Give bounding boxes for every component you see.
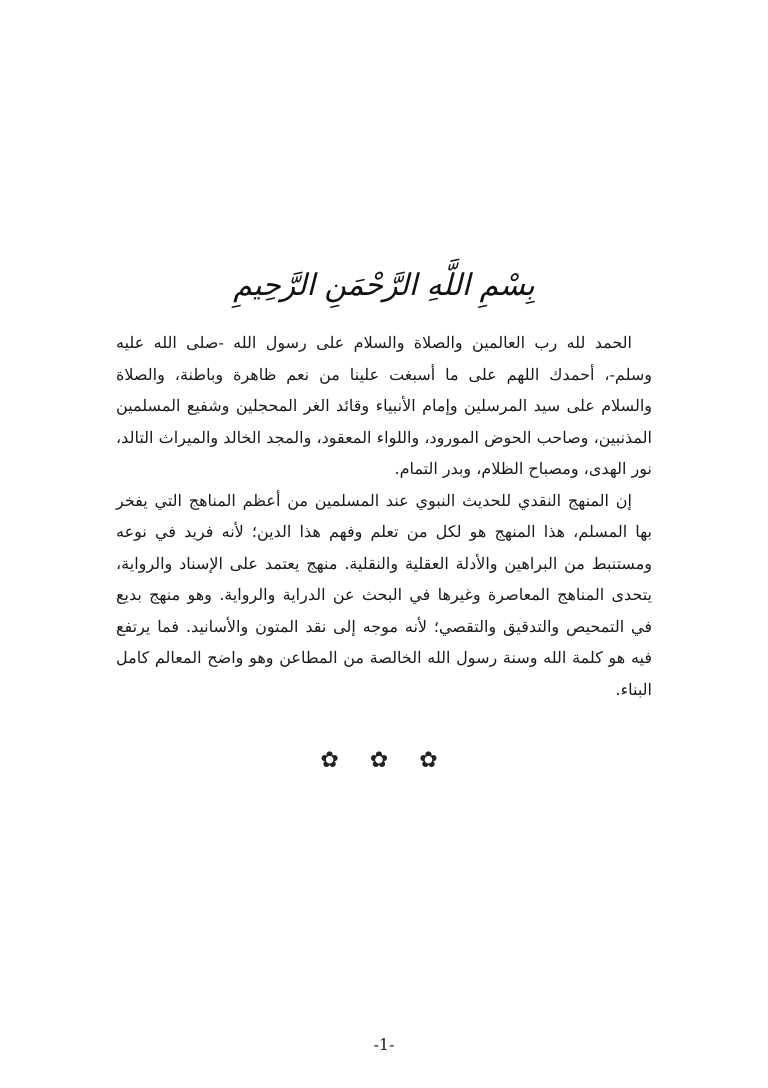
- flower-ornament-icon: ✿: [419, 748, 448, 773]
- paragraph-opening-praise: الحمد لله رب العالمين والصلاة والسلام على رسول الله -صلى الله عليه وسلم-، أحمدك اللهم على ما أسبغت علينا من نعم ظاهرة وباطنة، والصلاة والسلام على سيد المرسلين وإمام الأنبياء وقائد الغر المحجلين وشفيع المسلمين المذنبين، وصاحب الحوض المورود، واللواء المعقود، والمجد الخالد والميراث التالد، نور الهدى، ومصباح الظلام، وبدر التمام.: [116, 333, 652, 478]
- paragraph-hadith-methodology: إن المنهج النقدي للحديث النبوي عند المسلمين من أعظم المناهج التي يفخر بها المسلم، هذا المنهج هو لكل من تعلم وفهم هذا الدين؛ لأنه فريد في نوعه ومستنبط من البراهين والأدلة العقلية والنقلية. منهج يعتمد على الإسناد والرواية، يتحدى المناهج المعاصرة وغيرها في البحث عن الدراية والرواية. وهو منهج بديع في التمحيص والتدقيق والتقصي؛ لأنه موجه إلى نقد المتون والأسانيد. فما يرتفع فيه هو كلمة الله وسنة رسول الله الخالصة من المطاعن وهو واضح المعالم كامل البناء.: [116, 490, 652, 699]
- section-divider-ornament: [0, 748, 768, 773]
- flower-ornament-icon: ✿: [369, 748, 399, 773]
- page-number: -1-: [373, 1035, 395, 1054]
- basmala-heading: بِسْمِ اللَّهِ الرَّحْمَنِ الرَّحِيمِ: [233, 268, 535, 303]
- body-text: [116, 327, 652, 705]
- flower-ornament-icon: ✿: [320, 748, 349, 773]
